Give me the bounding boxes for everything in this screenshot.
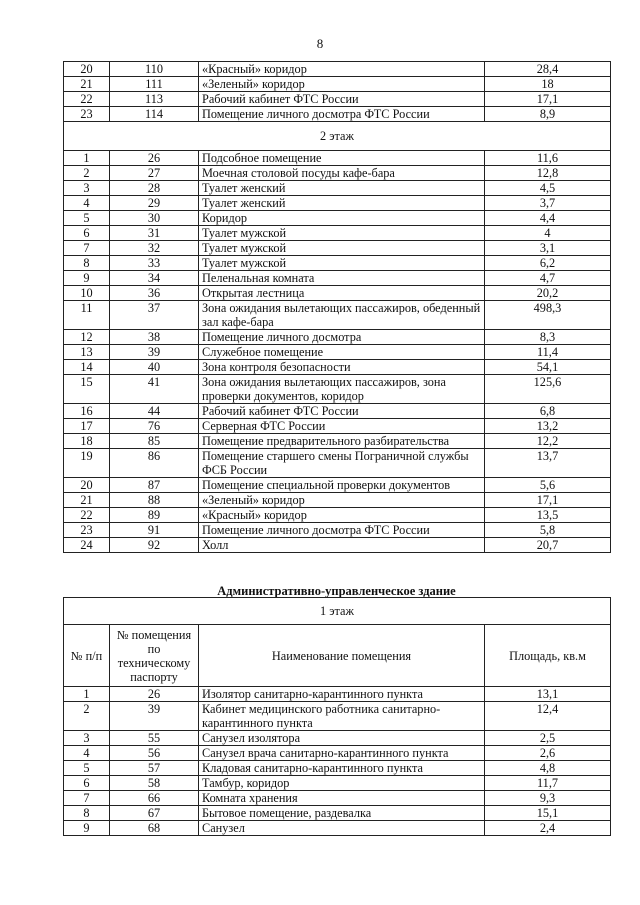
- cell-room-name: Туалет мужской: [199, 256, 485, 271]
- cell-room-number: 44: [110, 404, 199, 419]
- cell-area: 4,5: [485, 181, 611, 196]
- cell-area: 13,7: [485, 449, 611, 478]
- cell-area: 3,1: [485, 241, 611, 256]
- cell-room-name: Открытая лестница: [199, 286, 485, 301]
- cell-room-number: 41: [110, 375, 199, 404]
- cell-room-name: Помещение личного досмотра ФТС России: [199, 523, 485, 538]
- cell-number: 6: [64, 776, 110, 791]
- cell-room-number: 55: [110, 731, 199, 746]
- cell-room-name: Тамбур, коридор: [199, 776, 485, 791]
- cell-room-number: 88: [110, 493, 199, 508]
- cell-area: 17,1: [485, 92, 611, 107]
- page-number: 8: [316, 36, 324, 51]
- cell-number: 20: [64, 62, 110, 77]
- cell-room-name: Зона ожидания вылетающих пассажиров, обеденный зал кафе-бара: [199, 301, 485, 330]
- cell-area: 8,3: [485, 330, 611, 345]
- cell-number: 3: [64, 731, 110, 746]
- cell-room-name: Помещение личного досмотра: [199, 330, 485, 345]
- cell-room-name: Зона контроля безопасности: [199, 360, 485, 375]
- cell-room-number: 39: [110, 345, 199, 360]
- cell-room-number: 29: [110, 196, 199, 211]
- table-row: [64, 241, 611, 256]
- cell-area: 2,4: [485, 821, 611, 836]
- cell-number: 9: [64, 821, 110, 836]
- cell-area: 13,2: [485, 419, 611, 434]
- cell-number: 19: [64, 449, 110, 478]
- cell-number: 21: [64, 77, 110, 92]
- cell-room-number: 113: [110, 92, 199, 107]
- cell-area: 13,1: [485, 687, 611, 702]
- cell-room-number: 30: [110, 211, 199, 226]
- cell-area: 54,1: [485, 360, 611, 375]
- cell-number: 23: [64, 523, 110, 538]
- table-row: [64, 166, 611, 181]
- table-row: [64, 761, 611, 776]
- cell-area: 11,6: [485, 151, 611, 166]
- cell-room-number: 36: [110, 286, 199, 301]
- cell-room-name: Туалет женский: [199, 181, 485, 196]
- cell-number: 14: [64, 360, 110, 375]
- cell-room-name: Моечная столовой посуды кафе-бара: [199, 166, 485, 181]
- cell-area: 5,8: [485, 523, 611, 538]
- cell-number: 9: [64, 271, 110, 286]
- cell-number: 13: [64, 345, 110, 360]
- cell-number: 4: [64, 196, 110, 211]
- cell-area: 12,8: [485, 166, 611, 181]
- cell-area: 4,4: [485, 211, 611, 226]
- cell-room-number: 34: [110, 271, 199, 286]
- cell-number: 22: [64, 92, 110, 107]
- cell-number: 5: [64, 761, 110, 776]
- table-row: [64, 375, 611, 404]
- table-row: [64, 256, 611, 271]
- cell-area: 18: [485, 77, 611, 92]
- cell-area: 6,8: [485, 404, 611, 419]
- cell-room-name: Помещение специальной проверки документов: [199, 478, 485, 493]
- cell-number: 7: [64, 791, 110, 806]
- cell-number: 2: [64, 166, 110, 181]
- table-row: [64, 196, 611, 211]
- cell-number: 20: [64, 478, 110, 493]
- table-row: [64, 226, 611, 241]
- cell-number: 6: [64, 226, 110, 241]
- cell-number: 15: [64, 375, 110, 404]
- cell-room-name: Зона ожидания вылетающих пассажиров, зона проверки документов, коридор: [199, 375, 485, 404]
- table-row: [64, 493, 611, 508]
- cell-area: 2,6: [485, 746, 611, 761]
- cell-room-name: Служебное помещение: [199, 345, 485, 360]
- header-room-name: Наименование помещения: [199, 625, 485, 687]
- cell-room-number: 57: [110, 761, 199, 776]
- cell-room-number: 87: [110, 478, 199, 493]
- cell-room-name: Комната хранения: [199, 791, 485, 806]
- table-row: [64, 523, 611, 538]
- cell-area: 4,7: [485, 271, 611, 286]
- cell-room-number: 114: [110, 107, 199, 122]
- cell-area: 20,7: [485, 538, 611, 553]
- cell-room-name: «Зеленый» коридор: [199, 493, 485, 508]
- cell-number: 11: [64, 301, 110, 330]
- cell-area: 9,3: [485, 791, 611, 806]
- cell-room-name: Изолятор санитарно-карантинного пункта: [199, 687, 485, 702]
- table-row: [64, 687, 611, 702]
- cell-number: 17: [64, 419, 110, 434]
- cell-number: 1: [64, 687, 110, 702]
- cell-room-number: 89: [110, 508, 199, 523]
- table-row: [64, 151, 611, 166]
- cell-room-name: Туалет женский: [199, 196, 485, 211]
- cell-room-name: Кабинет медицинского работника санитарно-карантинного пункта: [199, 702, 485, 731]
- cell-area: 498,3: [485, 301, 611, 330]
- cell-room-number: 31: [110, 226, 199, 241]
- cell-area: 11,4: [485, 345, 611, 360]
- cell-number: 2: [64, 702, 110, 731]
- cell-area: 13,5: [485, 508, 611, 523]
- table-row: [64, 271, 611, 286]
- cell-area: 8,9: [485, 107, 611, 122]
- header-area: Площадь, кв.м: [485, 625, 611, 687]
- cell-area: 125,6: [485, 375, 611, 404]
- cell-area: 11,7: [485, 776, 611, 791]
- cell-number: 12: [64, 330, 110, 345]
- table-row: [64, 286, 611, 301]
- table-row: [64, 107, 611, 122]
- cell-room-number: 37: [110, 301, 199, 330]
- cell-room-number: 76: [110, 419, 199, 434]
- table-row: [64, 508, 611, 523]
- table-row: [64, 449, 611, 478]
- cell-number: 18: [64, 434, 110, 449]
- floor-label: 1 этаж: [64, 598, 611, 625]
- cell-number: 16: [64, 404, 110, 419]
- rooms-table-terminal: [63, 61, 611, 553]
- cell-room-name: Бытовое помещение, раздевалка: [199, 806, 485, 821]
- cell-room-number: 40: [110, 360, 199, 375]
- table-row: [64, 746, 611, 761]
- cell-room-number: 91: [110, 523, 199, 538]
- cell-room-name: Холл: [199, 538, 485, 553]
- cell-number: 3: [64, 181, 110, 196]
- cell-room-number: 67: [110, 806, 199, 821]
- cell-room-name: Санузел изолятора: [199, 731, 485, 746]
- cell-room-number: 86: [110, 449, 199, 478]
- cell-room-name: «Зеленый» коридор: [199, 77, 485, 92]
- cell-number: 10: [64, 286, 110, 301]
- table-row: [64, 776, 611, 791]
- cell-number: 22: [64, 508, 110, 523]
- table-row: [64, 419, 611, 434]
- floor-row: [64, 122, 611, 151]
- cell-area: 12,2: [485, 434, 611, 449]
- cell-room-number: 111: [110, 77, 199, 92]
- cell-room-name: Рабочий кабинет ФТС России: [199, 404, 485, 419]
- cell-area: 17,1: [485, 493, 611, 508]
- rooms-table-admin: [63, 597, 611, 836]
- table-row: [64, 345, 611, 360]
- cell-room-name: Коридор: [199, 211, 485, 226]
- cell-area: 5,6: [485, 478, 611, 493]
- table-row: [64, 821, 611, 836]
- table-row: [64, 538, 611, 553]
- cell-room-name: Помещение старшего смены Пограничной службы ФСБ России: [199, 449, 485, 478]
- cell-room-number: 56: [110, 746, 199, 761]
- cell-area: 3,7: [485, 196, 611, 211]
- table-row: [64, 806, 611, 821]
- cell-number: 4: [64, 746, 110, 761]
- cell-room-name: Санузел: [199, 821, 485, 836]
- cell-room-number: 33: [110, 256, 199, 271]
- cell-room-name: Серверная ФТС России: [199, 419, 485, 434]
- cell-room-number: 26: [110, 687, 199, 702]
- header-room-number: № помещения по техническому паспорту: [110, 625, 199, 687]
- cell-room-name: Санузел врача санитарно-карантинного пункта: [199, 746, 485, 761]
- table-row: [64, 731, 611, 746]
- cell-area: 28,4: [485, 62, 611, 77]
- header-row: [64, 625, 611, 687]
- cell-room-name: Помещение предварительного разбирательства: [199, 434, 485, 449]
- table-row: [64, 360, 611, 375]
- floor-row: [64, 598, 611, 625]
- cell-area: 6,2: [485, 256, 611, 271]
- cell-number: 21: [64, 493, 110, 508]
- cell-room-number: 28: [110, 181, 199, 196]
- cell-number: 24: [64, 538, 110, 553]
- floor-label: 2 этаж: [64, 122, 611, 151]
- cell-area: 4,8: [485, 761, 611, 776]
- table-row: [64, 702, 611, 731]
- cell-room-name: Пеленальная комната: [199, 271, 485, 286]
- cell-room-number: 32: [110, 241, 199, 256]
- table-row: [64, 62, 611, 77]
- cell-room-number: 66: [110, 791, 199, 806]
- cell-room-number: 39: [110, 702, 199, 731]
- cell-room-name: Туалет мужской: [199, 226, 485, 241]
- cell-room-number: 38: [110, 330, 199, 345]
- table-row: [64, 77, 611, 92]
- cell-area: 12,4: [485, 702, 611, 731]
- table-row: [64, 404, 611, 419]
- cell-area: 4: [485, 226, 611, 241]
- cell-room-number: 68: [110, 821, 199, 836]
- cell-room-name: Туалет мужской: [199, 241, 485, 256]
- cell-area: 15,1: [485, 806, 611, 821]
- table-row: [64, 181, 611, 196]
- cell-room-name: Кладовая санитарно-карантинного пункта: [199, 761, 485, 776]
- cell-room-name: Подсобное помещение: [199, 151, 485, 166]
- cell-number: 23: [64, 107, 110, 122]
- table-row: [64, 330, 611, 345]
- table-row: [64, 211, 611, 226]
- table-row: [64, 434, 611, 449]
- cell-room-number: 92: [110, 538, 199, 553]
- table-row: [64, 791, 611, 806]
- cell-number: 7: [64, 241, 110, 256]
- cell-number: 8: [64, 806, 110, 821]
- cell-room-number: 27: [110, 166, 199, 181]
- cell-room-name: «Красный» коридор: [199, 508, 485, 523]
- cell-area: 20,2: [485, 286, 611, 301]
- cell-number: 5: [64, 211, 110, 226]
- cell-room-number: 110: [110, 62, 199, 77]
- cell-number: 8: [64, 256, 110, 271]
- section-title: Административно-управленческое здание: [217, 584, 456, 598]
- table-row: [64, 301, 611, 330]
- cell-area: 2,5: [485, 731, 611, 746]
- cell-room-number: 58: [110, 776, 199, 791]
- table-row: [64, 92, 611, 107]
- header-number: № п/п: [64, 625, 110, 687]
- cell-number: 1: [64, 151, 110, 166]
- cell-room-name: Помещение личного досмотра ФТС России: [199, 107, 485, 122]
- cell-room-name: «Красный» коридор: [199, 62, 485, 77]
- cell-room-number: 26: [110, 151, 199, 166]
- table-row: [64, 478, 611, 493]
- cell-room-name: Рабочий кабинет ФТС России: [199, 92, 485, 107]
- cell-room-number: 85: [110, 434, 199, 449]
